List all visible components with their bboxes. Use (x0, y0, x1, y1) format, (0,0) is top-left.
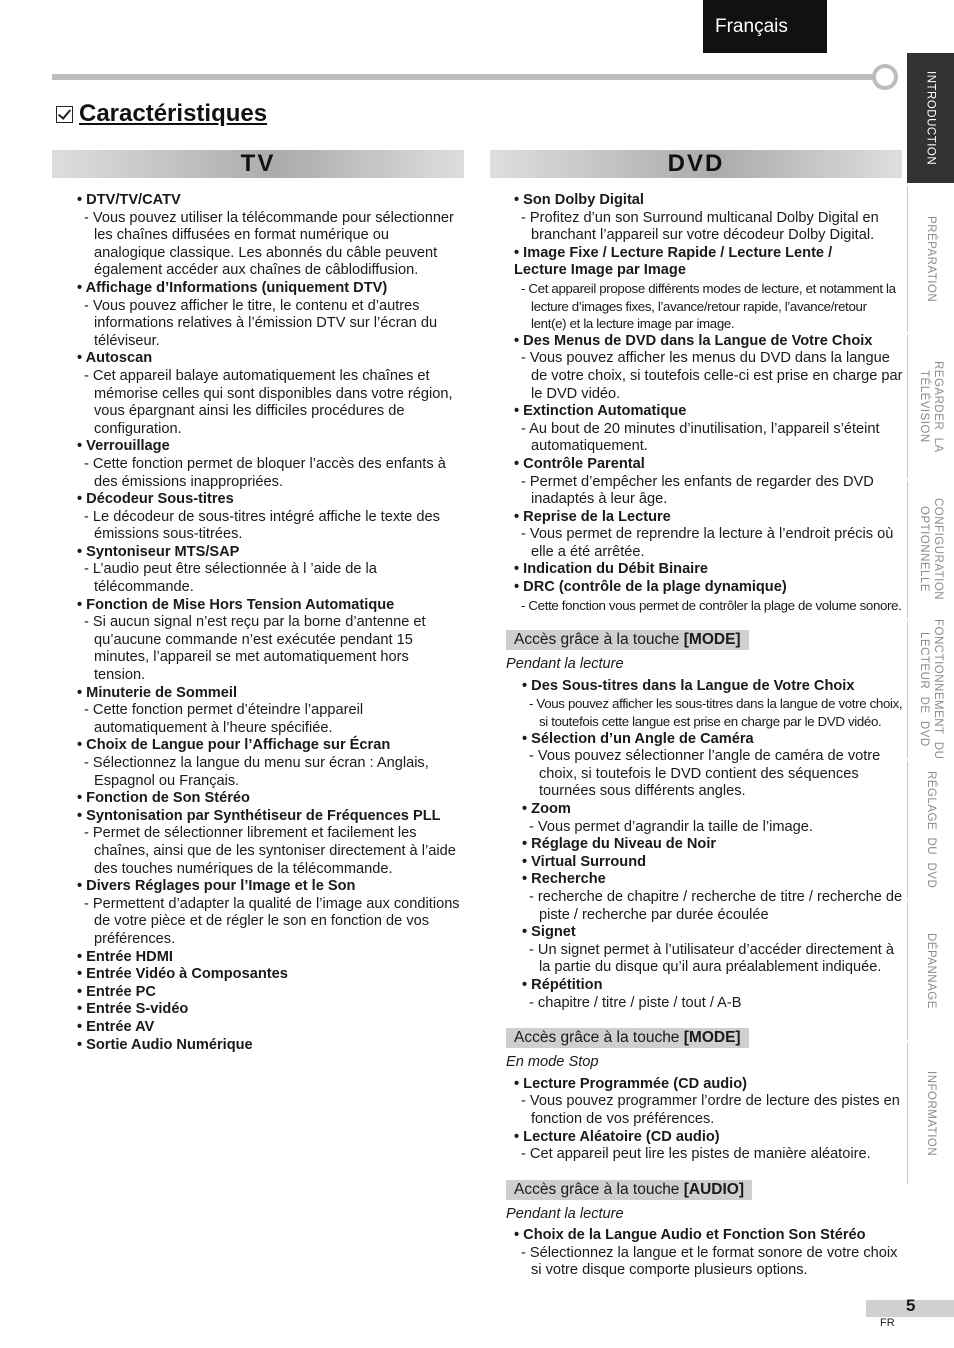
feature-description: - Vous pouvez utiliser la télécommande pour sélectionner les chaînes diffusées en format numérique ou analogique classique. Les abonnés du câble peuvent également accéder aux chaînes de câblodiffusion. (84, 209, 454, 279)
title-row (56, 100, 267, 128)
checkbox-icon (56, 106, 73, 123)
feature-title: • DRC (contrôle de la plage dynamique) (514, 579, 787, 596)
feature-item (514, 333, 904, 403)
feature-item (514, 579, 904, 614)
feature-item (77, 1037, 462, 1055)
feature-item (77, 350, 462, 438)
feature-item (514, 924, 904, 977)
feature-description: - Permettent d’adapter la qualité de l’image aux conditions de votre pièce et de régler le son en fonction de vos préférences. (84, 895, 460, 947)
feature-title: • Reprise de la Lecture (514, 508, 671, 525)
feature-description: - Vous pouvez programmer l’ordre de lecture des pistes en fonction de vos préférences. (521, 1093, 900, 1127)
feature-title: • Sortie Audio Numérique (77, 1036, 253, 1053)
feature-title: • Son Dolby Digital (514, 192, 644, 208)
feature-item (514, 509, 904, 562)
tv-heading: TV (52, 150, 464, 178)
feature-description: - Vous pouvez afficher les sous-titres dans la langue de votre choix, si toutefois cette langue est prise en charge par le DVD vidéo. (529, 696, 903, 730)
feature-title: • Entrée Vidéo à Composantes (77, 966, 288, 983)
feature-item (77, 984, 462, 1002)
access-mode-prefix: Accès grâce à la touche (514, 631, 684, 649)
feature-title: • Signet (522, 924, 576, 941)
feature-description: - L’audio peut être sélectionnée à l ’aide de la télécommande. (84, 561, 377, 596)
feature-title: • Entrée S-vidéo (77, 1001, 189, 1018)
feature-description: - chapitre / titre / piste / tout / A-B (529, 994, 742, 1011)
sidebar-tab (907, 186, 954, 332)
feature-description: - Cet appareil balaye automatiquement les chaînes et mémorise celles qui sont disponibles dans votre région, vous épargnant ainsi les difficiles procédures de configuration. (84, 367, 453, 437)
feature-title: • Entrée PC (77, 983, 156, 1000)
feature-item (514, 871, 904, 924)
feature-title: • Choix de la Langue Audio et Fonction Son Stéréo (514, 1227, 866, 1244)
feature-title: • Lecture Programmée (CD audio) (514, 1075, 747, 1092)
dvd-heading: DVD (490, 150, 902, 178)
feature-description: - Vous pouvez sélectionner l’angle de caméra de votre choix, si toutefois le DVD contient des séquences tournées sous différents angles. (529, 748, 881, 800)
sidebar-tab (907, 621, 954, 758)
sidebar-tab (907, 481, 954, 618)
sidebar-tab (907, 761, 954, 898)
feature-item (514, 854, 904, 872)
feature-item (77, 438, 462, 491)
feature-description: - Sélectionnez la langue et le format sonore de votre choix si votre disque comporte plusieurs options. (521, 1244, 898, 1279)
feature-description: - Permet d’empêcher les enfants de regarder des DVD inadaptés à leur âge. (521, 473, 874, 508)
feature-item (77, 192, 462, 280)
feature-description: - Sélectionnez la langue du menu sur écran : Anglais, Espagnol ou Français. (84, 755, 429, 789)
feature-title: • Image Fixe / Lecture Rapide / Lecture Lente / Lecture Image par Image (514, 244, 833, 279)
feature-item (77, 878, 462, 948)
feature-title: • Verrouillage (77, 438, 170, 455)
feature-title: • Autoscan (77, 350, 153, 367)
feature-item (514, 456, 904, 509)
mode-feature-list (514, 678, 904, 1012)
feature-title: • Indication du Débit Binaire (514, 561, 709, 578)
page-title: Caractéristiques (79, 100, 268, 127)
feature-title: • Sélection d’un Angle de Caméra (522, 730, 754, 747)
access-mode-label (506, 630, 749, 650)
feature-item (514, 1076, 904, 1129)
feature-title: • Répétition (522, 976, 603, 993)
sidebar-tab-label: INFORMATION (925, 1070, 937, 1157)
feature-description: - Cette fonction permet de bloquer l’accès des enfants à des émissions inappropriées. (84, 455, 446, 490)
feature-item (77, 1001, 462, 1019)
access-mode-row (514, 1164, 904, 1200)
feature-item (514, 836, 904, 854)
dvd-feature-list (506, 192, 904, 1280)
feature-description: - Vous pouvez afficher le titre, le contenu et d’autres informations relatives à l’émission DTV sur l’écran du téléviseur. (84, 297, 438, 349)
feature-item (77, 1019, 462, 1037)
feature-item (514, 678, 904, 731)
feature-item (514, 1129, 904, 1164)
mode-caption: Pendant la lecture (506, 656, 624, 673)
access-mode-label (506, 1180, 752, 1200)
feature-title: • Extinction Automatique (514, 403, 687, 420)
feature-item (77, 544, 462, 597)
feature-title: • Virtual Surround (522, 853, 647, 870)
feature-item (514, 977, 904, 1012)
feature-item (514, 1227, 904, 1280)
feature-description: - Cette fonction vous permet de contrôler la plage de volume sonore. (521, 597, 902, 613)
feature-title: • Recherche (522, 871, 606, 888)
feature-title: • Zoom (522, 801, 571, 817)
feature-description: - Un signet permet à l’utilisateur d’accéder directement à la partie du disque qu’il aura préalablement indiquée. (529, 941, 895, 976)
feature-description: - Au bout de 20 minutes d’inutilisation, l’appareil s’éteint automatiquement. (521, 420, 880, 455)
feature-item (77, 808, 462, 878)
feature-title: • Lecture Aléatoire (CD audio) (514, 1128, 720, 1145)
feature-title: • Syntoniseur MTS/SAP (77, 543, 240, 560)
access-mode-key: [MODE] (683, 631, 741, 649)
feature-title: • Entrée AV (77, 1018, 155, 1035)
feature-title: • Fonction de Son Stéréo (77, 790, 250, 807)
mode-caption: Pendant la lecture (506, 1205, 624, 1222)
page-lang-code: FR (880, 1317, 895, 1329)
feature-title: • Divers Réglages pour l’Image et le Son (77, 878, 356, 895)
feature-item (514, 731, 904, 801)
feature-description: - Profitez d’un son Surround multicanal Dolby Digital en branchant l’appareil sur votre décodeur Dolby Digital. (521, 209, 879, 244)
feature-item (77, 280, 462, 350)
feature-title: • Des Sous-titres dans la Langue de Votre Choix (522, 677, 855, 694)
feature-item (514, 801, 904, 836)
feature-description: - Permet de sélectionner librement et facilement les chaînes, ainsi que de les syntoniser directement à l’aide des touches numériques de la télécommande. (84, 825, 456, 877)
feature-item (77, 597, 462, 685)
feature-description: - Cet appareil peut lire les pistes de manière aléatoire. (521, 1146, 871, 1163)
sidebar-tab (907, 901, 954, 1040)
sidebar-tab (907, 335, 954, 478)
feature-description: - Cette fonction permet d’éteindre l’appareil automatiquement à l’heure spécifiée. (84, 702, 364, 736)
page-number: 5 (906, 1296, 916, 1315)
feature-title: • Décodeur Sous-titres (77, 491, 234, 508)
sidebar-tab-label: RÉGLAGE DU DVD (925, 770, 937, 889)
mode-feature-list (514, 1076, 904, 1164)
feature-item (77, 737, 462, 790)
sidebar-tab-label: REGARDER LA TÉLÉVISION (918, 360, 944, 453)
feature-title: • Affichage d’Informations (uniquement DTV) (77, 279, 388, 296)
feature-title: • Réglage du Niveau de Noir (522, 836, 717, 853)
feature-description: - Si aucun signal n’est reçu par la borne d’antenne et qu’aucune commande n’est exécutée pendant 15 minutes, l’appareil se met automatiquement hors tension. (84, 614, 426, 684)
access-mode-label (506, 1028, 749, 1048)
feature-item (77, 966, 462, 984)
feature-item (514, 245, 904, 333)
feature-item (514, 192, 904, 245)
sidebar-tab-label: CONFIGURATION OPTIONNELLE (918, 498, 944, 601)
feature-description: - recherche de chapitre / recherche de titre / recherche de piste / recherche par durée écoulée (529, 888, 903, 923)
feature-description: - Le décodeur de sous-titres intégré affiche le texte des émissions sous-titrées. (84, 508, 440, 543)
access-mode-row (514, 614, 904, 650)
language-tab: Français (703, 0, 827, 53)
mode-feature-list (514, 1227, 904, 1280)
feature-title: • Des Menus de DVD dans la Langue de Votre Choix (514, 332, 873, 349)
feature-item (514, 403, 904, 456)
feature-item (77, 949, 462, 967)
access-mode-prefix: Accès grâce à la touche (514, 1180, 684, 1198)
feature-item (77, 685, 462, 738)
access-mode-key: [MODE] (683, 1029, 741, 1047)
sidebar-tab-label: PRÉPARATION (925, 215, 937, 303)
access-mode-prefix: Accès grâce à la touche (514, 1029, 684, 1047)
sidebar-tab-label: FONCTIONNEMENT DU LECTEUR DE DVD (918, 619, 944, 760)
tv-feature-list (77, 192, 462, 1054)
feature-description: - Cet appareil propose différents modes de lecture, et notamment la lecture d’images fixes, l’avance/retour rapide, l’avance/retour lent(e) et la lecture image par image. (521, 280, 896, 332)
access-mode-key: [AUDIO] (683, 1180, 745, 1198)
sidebar-tab-label: DÉPANNAGE (925, 932, 937, 1009)
feature-item (77, 491, 462, 544)
feature-description: - Vous pouvez afficher les menus du DVD dans la langue de votre choix, si toutefois celle-ci est prise en charge par le DVD vidéo. (521, 350, 903, 402)
access-mode-row (514, 1012, 904, 1048)
feature-title: • Syntonisation par Synthétiseur de Fréquences PLL (77, 807, 441, 824)
header-rule (52, 74, 878, 80)
feature-item (514, 561, 904, 579)
feature-title: • DTV/TV/CATV (77, 192, 181, 208)
feature-title: • Minuterie de Sommeil (77, 684, 237, 701)
mode-caption: En mode Stop (506, 1054, 599, 1071)
feature-item (77, 790, 462, 808)
header-rule-circle (872, 64, 898, 90)
sidebar-tab (907, 1043, 954, 1184)
feature-description: - Vous permet d’agrandir la taille de l’image. (529, 818, 813, 835)
feature-title: • Choix de Langue pour l’Affichage sur Écran (77, 737, 391, 754)
sidebar-tab (907, 53, 954, 183)
feature-description: - Vous permet de reprendre la lecture à l’endroit précis où elle a été arrêtée. (521, 526, 894, 560)
feature-title: • Contrôle Parental (514, 455, 645, 472)
feature-title: • Fonction de Mise Hors Tension Automatique (77, 596, 395, 613)
feature-title: • Entrée HDMI (77, 948, 173, 965)
sidebar-tab-label: INTRODUCTION (924, 70, 937, 166)
